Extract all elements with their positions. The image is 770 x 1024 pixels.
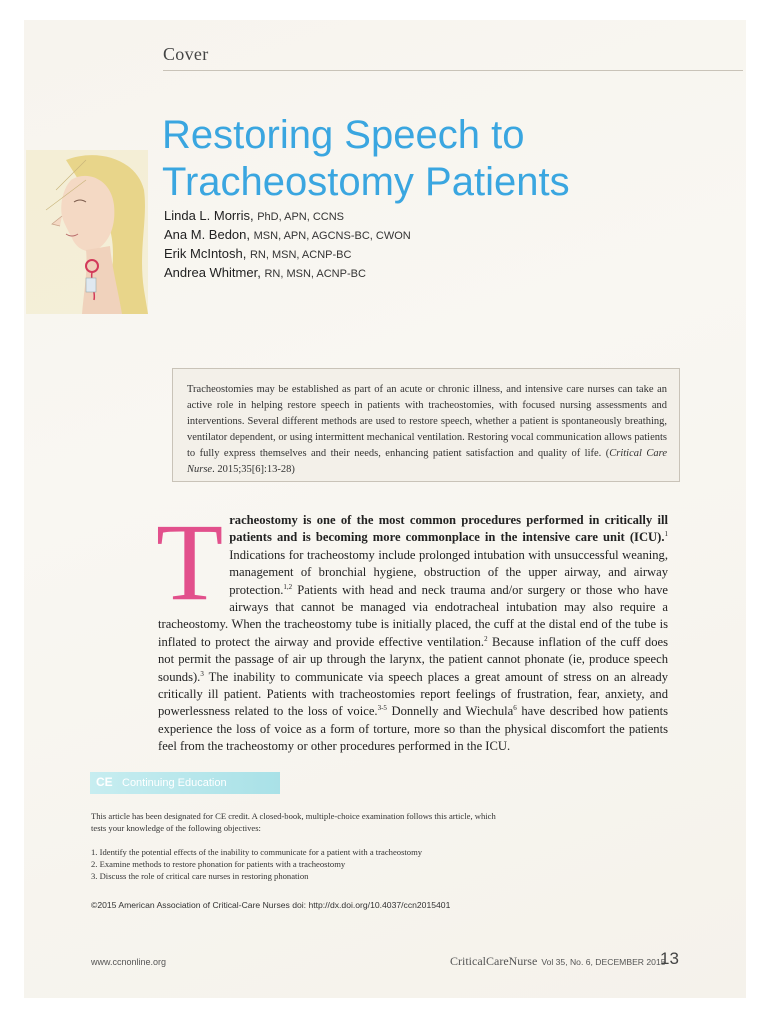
ref-sup: 3-5 [377,704,387,713]
ref-sup: 1,2 [283,582,293,591]
author-credentials: RN, MSN, ACNP-BC [249,249,352,261]
author-2 [164,226,411,245]
drop-cap: T [156,501,224,623]
footer-journal [450,954,666,969]
ce-badge: CE [96,775,113,789]
abstract-text: Tracheostomies may be established as part of an acute or chronic illness, and intensive care nurses can take an active role in helping restore speech in patients with tracheostomies, with focused nursing assessments and interventions. Several different methods are used to restore speech, whether a patient is spontaneously breathing, ventilator dependent, or using intermittent mechanical ventilation. Restoring vocal communication allows patients to fully express themselves and their needs, enhancing patient satisfaction and quality of life. (Critical Care Nurse. 2015;35[6]:13-28) [187,384,667,475]
lead-text: racheostomy is one of the most common procedures performed in critically ill patients and is becoming more commonplace in the intensive care unit (ICU). [229,513,668,545]
journal-name: CriticalCareNurse [450,954,538,968]
section-label: Cover [163,44,209,64]
body-paragraph: racheostomy is one of the most common procedures performed in critically ill patients and is becoming more commonplace in the intensive care unit (ICU).$^1$ Indications for tracheostomy include prolonged intubation with unsuccessful weaning, management of bronchial hygiene, obstruction of the upper airway, and airway protection.$^{1,2}$ Patients with head and neck trauma and/or surgery or those who have airways that cannot be managed via endotracheal intubation may also require a tracheostomy. When the tracheostomy tube is initially placed, the cuff at the distal end of the tube is inflated to protect the airway and provide effective ventilation.$^2$ Because inflation of the cuff does not permit the passage of air up through the larynx, the patient cannot phonate (ie, produce speech sounds).$^3$ The inability to communicate via speech places a great amount of stress on an already critically ill patient. Patients with tracheostomies report feelings of frustration, fear, anxiety, and powerlessness related to the loss of voice.$^{3-5}$ Donnelly and Wiechula$^6$ have described how patients experience the loss of voice as a form of torture, more so than the physical discomfort the patients feel from the tracheostomy or other procedures performed in the ICU. [158,513,669,754]
author-list [164,207,411,283]
ref-sup: 2 [484,634,488,643]
author-name: Ana M. Bedon, [164,227,250,242]
title-line-1: Restoring Speech to [162,113,525,157]
author-4 [164,264,411,283]
article-title [162,112,722,206]
author-name: Erik McIntosh, [164,246,247,261]
ref-sup: 6 [513,704,517,713]
author-credentials: MSN, APN, AGCNS-BC, CWON [253,230,411,242]
objective-item: 3. Discuss the role of critical care nurses in restoring phonation [91,871,309,881]
objective-item: 2. Examine methods to restore phonation for patients with a tracheostomy [91,859,346,869]
body-text [156,501,669,756]
title-line-2: Tracheostomy Patients [162,160,570,204]
author-credentials: RN, MSN, ACNP-BC [264,268,366,280]
ce-label: Continuing Education [122,777,227,789]
author-3 [164,245,411,264]
ce-intro: This article has been designated for CE credit. A closed-book, multiple-choice examination follows this article, which tests your knowledge of the following objectives: [91,811,496,833]
author-1 [164,207,411,226]
objective-item: 1. Identify the potential effects of the inability to communicate for a patient with a tracheostomy [91,847,423,857]
author-name: Andrea Whitmer, [164,265,261,280]
abstract-box [172,368,680,482]
issue-info: Vol 35, No. 6, DECEMBER 2015 [541,957,666,967]
ce-objectives [91,846,422,882]
ref-sup: 3 [200,669,204,678]
copyright-doi: ©2015 American Association of Critical-Care Nurses doi: http://dx.doi.org/10.4037/ccn2015401 [91,900,451,910]
ref-sup: 1 [664,530,668,539]
ce-banner [90,772,280,794]
author-name: Linda L. Morris, [164,208,254,223]
section-divider [163,70,743,71]
citation-journal: Critical Care Nurse [187,448,667,475]
author-credentials: PhD, APN, CCNS [257,211,345,223]
page-number: 13 [660,949,679,968]
footer-url[interactable]: www.ccnonline.org [91,957,167,967]
patient-illustration [26,150,148,314]
